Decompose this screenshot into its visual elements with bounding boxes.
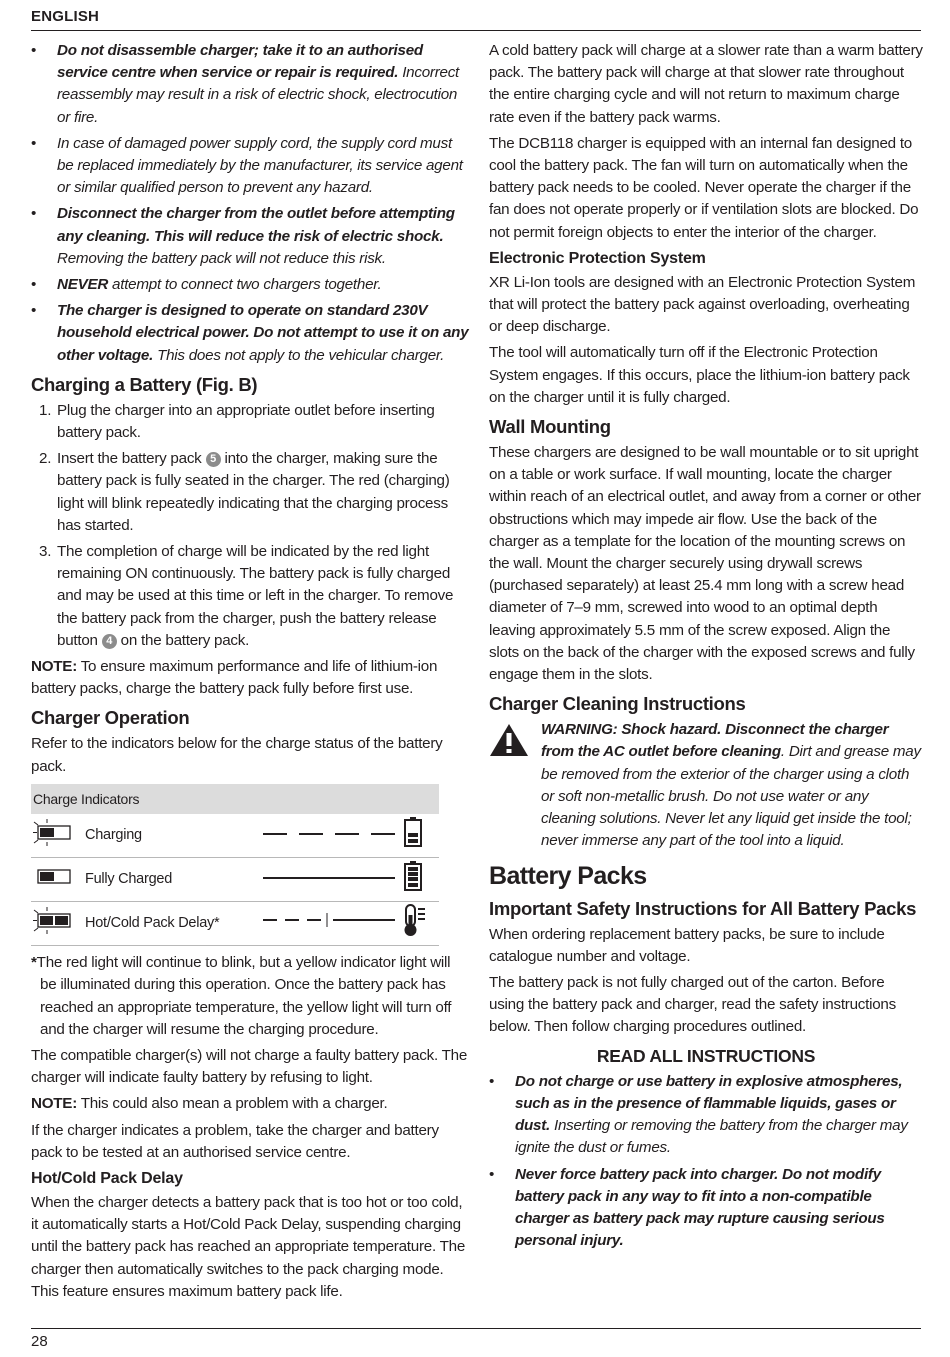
footnote: *The red light will continue to blink, but a yellow indicator light will be illuminated during this operation. Once the battery pack has reached an appropriate temperature, the yellow light will turn off and the charger will resume the charging procedure. <box>31 954 452 1038</box>
light-cell <box>31 814 85 858</box>
battery-safety-heading: Important Safety Instructions for All Battery Packs <box>489 897 917 919</box>
table-row <box>31 814 439 858</box>
light-pattern <box>263 814 403 858</box>
safety-bullet: • NEVER attempt to connect two chargers together. <box>31 274 469 296</box>
left-column <box>31 40 469 1307</box>
row-label: Charging <box>85 814 263 858</box>
cleaning-heading: Charger Cleaning Instructions <box>489 693 746 715</box>
faulty-text: The compatible charger(s) will not charge a faulty battery pack. The charger will indicate faulty battery by refusing to light. <box>31 1046 468 1087</box>
warning-triangle-icon <box>489 723 529 757</box>
light-cell <box>31 902 85 946</box>
language-label: ENGLISH <box>31 8 100 25</box>
step-item: 3. The completion of charge will be indicated by the red light remaining ON continuously. The battery pack is fully charged and may be used at this time or left in the charger. To remove the battery pack from the charger, push the battery release button 4 on the battery pack. <box>39 543 454 649</box>
safety-bullet: • Do not disassemble charger; take it to an authorised service centre when service or repair is required. Incorrect reassembly may result in a risk of electric shock, electrocution or fire. <box>31 40 469 129</box>
read-all-instructions: READ ALL INSTRUCTIONS <box>596 1045 816 1066</box>
safety-bullet: • Never force battery pack into charger. Do not modify battery pack in any way to fit into a non-compatible charger as battery pack may rupture causing serious personal injury. <box>489 1164 923 1253</box>
status-icon-cell <box>403 814 439 858</box>
charging-steps <box>31 400 469 652</box>
status-icon-cell <box>403 902 439 946</box>
cold-pack-text: A cold battery pack will charge at a slower rate than a warm battery pack. The battery pack will charge at that slower rate throughout the entire charging cycle and will not return to maximum charge rate even if the battery pack warms. <box>489 42 923 126</box>
note-paragraph: NOTE: To ensure maximum performance and life of lithium-ion battery packs, charge the battery pack fully before first use. <box>31 658 438 698</box>
battery-safety-list <box>489 1071 923 1253</box>
page-number: 28 <box>31 1333 48 1350</box>
dashes-then-solid-pattern <box>263 913 395 927</box>
footer-rule <box>31 1328 921 1329</box>
charger-safety-list <box>31 40 469 367</box>
safety-bullet: • The charger is designed to operate on standard 230V household electrical power. Do not attempt to use it on any other voltage. This does not apply to the vehicular charger. <box>31 300 469 367</box>
note-paragraph: NOTE: This could also mean a problem with a charger. <box>31 1095 388 1113</box>
solid-pattern <box>263 873 395 883</box>
double-blinking-light-icon <box>31 905 75 935</box>
row-label: Hot/Cold Pack Delay* <box>85 902 263 946</box>
eps-text: XR Li-Ion tools are designed with an Electronic Protection System that will protect the battery pack against overloading, overheating or deep discharge. <box>489 273 916 336</box>
safety-bullet: • Do not charge or use battery in explosive atmospheres, such as in the presence of flammable liquids, gases or dust. Inserting or removing the battery from the charger may ignite the dust or fumes. <box>489 1071 923 1160</box>
battery-packs-heading: Battery Packs <box>489 861 647 890</box>
operation-heading: Charger Operation <box>31 707 190 729</box>
header-rule <box>31 30 921 31</box>
row-label: Fully Charged <box>85 858 263 902</box>
cleaning-warning: WARNING: Shock hazard. Disconnect the charger from the AC outlet before cleaning. Dirt and grease may be removed from the exterior of the charger using a cloth or soft non-metallic brush. Do not use water or any cleaning solutions. Never let any liquid get inside the tool; never immerse any part of the tool into a liquid. <box>489 719 923 852</box>
wall-mounting-text: These chargers are designed to be wall mountable or to sit upright on a table or work surface. If wall mounting, locate the charger within reach of an electrical outlet, and away from a corner or other obstructions which may impede air flow. Use the back of the charger as a template for the location of the mounting screws on the wall. Mount the charger securely using drywall screws (purchased separately) at least 25.4 mm long with a screw head diameter of 7–9 mm, screwed into wood to an optimal depth leaving approximately 5.5 mm of the screw exposed. Align the slots on the back of the charger with the exposed screws and fully engage them in the slots. <box>489 444 921 684</box>
charge-indicators-table <box>31 784 439 946</box>
hotcold-text: When the charger detects a battery pack that is too hot or too cold, it automatically starts a Hot/Cold Pack Delay, suspending charging until the battery pack has reached an appropriate temperature. The charger then automatically switches to the pack charging mode. This feature ensures maximum battery pack life. <box>31 1193 466 1300</box>
step-item: 1. Plug the charger into an appropriate outlet before inserting battery pack. <box>39 401 435 442</box>
eps-text: The tool will automatically turn off if the Electronic Protection System engages. If this occurs, place the lithium-ion battery pack on the charger until it is fully charged. <box>489 344 910 406</box>
light-pattern <box>263 858 403 902</box>
step-item: 2. Insert the battery pack 5 into the charger, making sure the battery pack is fully seated in the charger. The red (charging) light will blink repeatedly indicating that the charging process has started. <box>39 450 450 534</box>
battery-charging-icon <box>403 816 423 848</box>
blinking-light-icon <box>31 817 75 847</box>
right-column <box>489 40 923 1256</box>
solid-light-icon <box>31 861 75 891</box>
table-header: Charge Indicators <box>31 784 439 814</box>
table-row <box>31 902 439 946</box>
light-cell <box>31 858 85 902</box>
safety-bullet: • Disconnect the charger from the outlet before attempting any cleaning. This will reduce the risk of electric shock. Removing the battery pack will not reduce this risk. <box>31 203 469 270</box>
battery-full-icon <box>403 860 423 892</box>
ordering-text: When ordering replacement battery packs, be sure to include catalogue number and voltage. <box>489 925 885 965</box>
callout-badge: 5 <box>206 452 221 467</box>
status-icon-cell <box>403 858 439 902</box>
fan-text: The DCB118 charger is equipped with an internal fan designed to cool the battery pack. The fan will turn on automatically when the battery pack needs to be cooled. Never operate the charger if the fan does not operate properly or if ventilation slots are blocked. Do not permit foreign objects to enter the interior of the charger. <box>489 134 919 241</box>
dashes-pattern <box>263 829 395 839</box>
table-row <box>31 858 439 902</box>
light-pattern <box>263 902 403 946</box>
carton-text: The battery pack is not fully charged out of the carton. Before using the battery pack and charger, read the safety instructions below. Then follow charging procedures outlined. <box>489 973 896 1036</box>
safety-bullet: • In case of damaged power supply cord, the supply cord must be replaced immediately by the manufacturer, its service agent or similar qualified person to prevent any hazard. <box>31 133 469 200</box>
eps-heading: Electronic Protection System <box>489 249 706 267</box>
thermometer-icon <box>403 903 429 937</box>
operation-text: Refer to the indicators below for the charge status of the battery pack. <box>31 735 443 775</box>
wall-mounting-heading: Wall Mounting <box>489 416 611 438</box>
problem-text: If the charger indicates a problem, take the charger and battery pack to be tested at an authorised service centre. <box>31 1121 439 1161</box>
charging-heading: Charging a Battery (Fig. B) <box>31 373 258 395</box>
callout-badge: 4 <box>102 634 117 649</box>
hotcold-heading: Hot/Cold Pack Delay <box>31 1169 183 1187</box>
